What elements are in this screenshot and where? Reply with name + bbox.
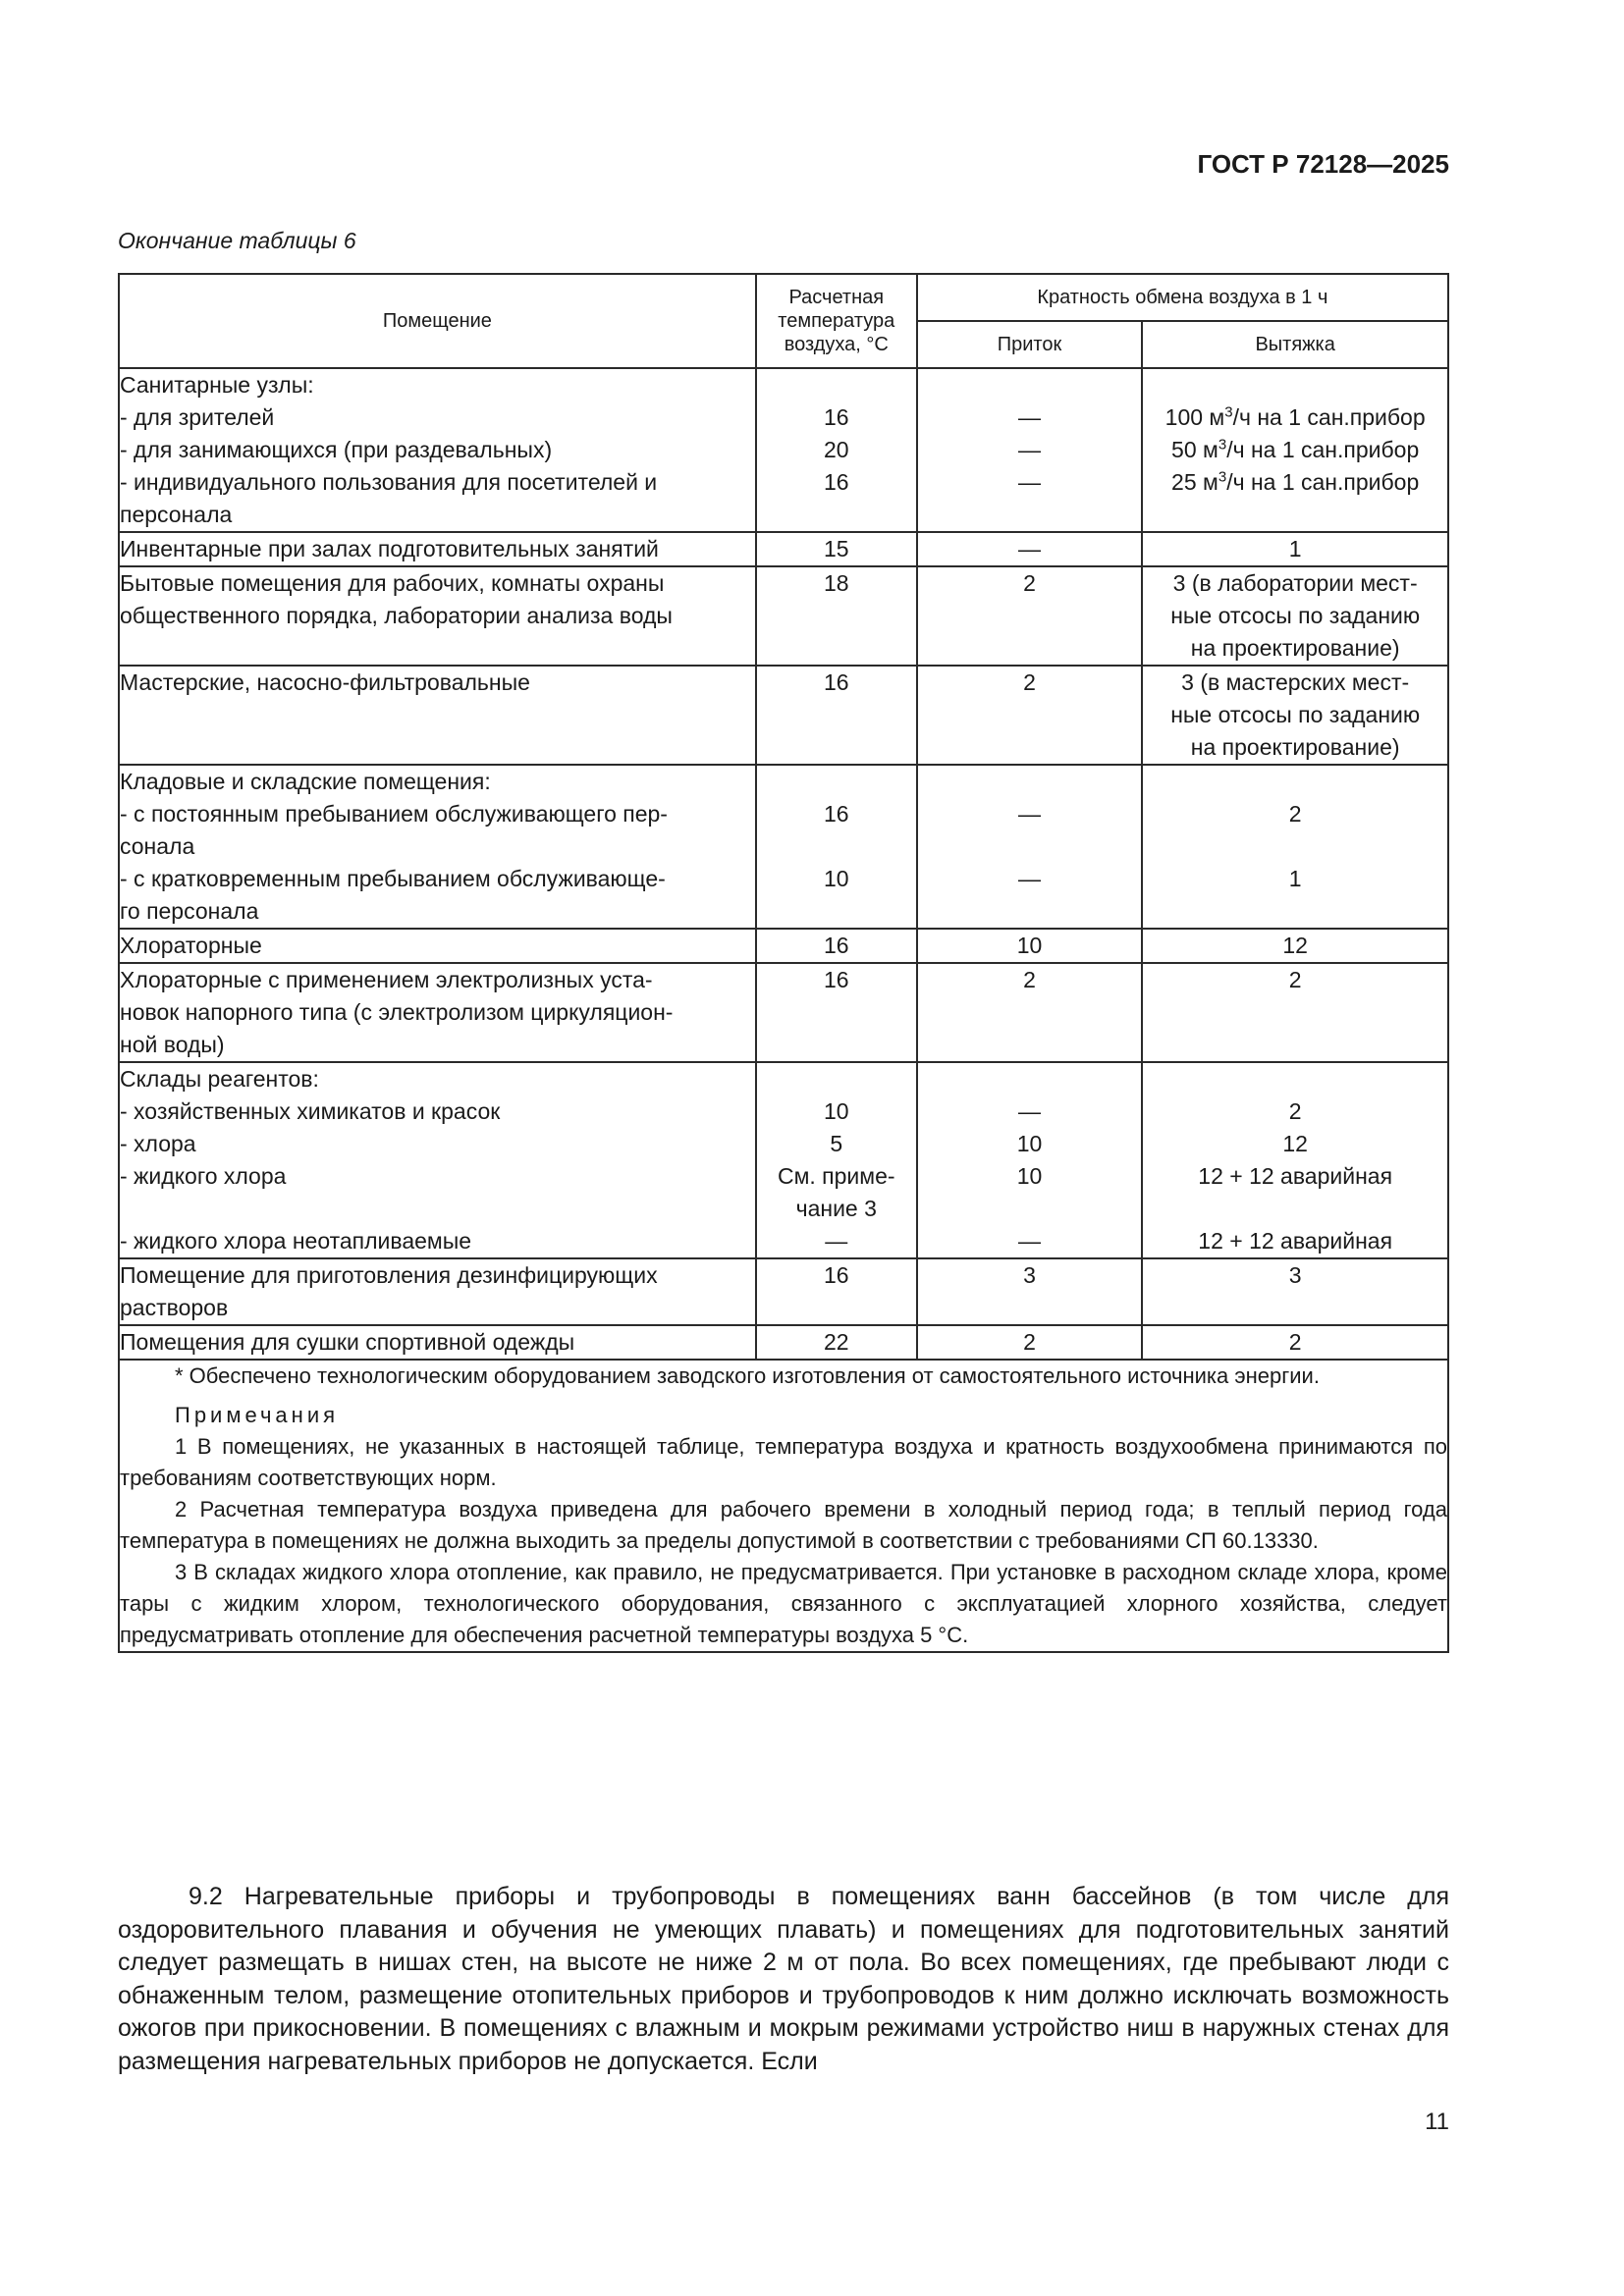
temp-value: чание 3 bbox=[795, 1196, 877, 1221]
supply-value bbox=[918, 1063, 1142, 1095]
cell-room bbox=[119, 368, 756, 532]
unit-superscript: 3 bbox=[1218, 468, 1227, 486]
temp-value: 20 bbox=[823, 437, 849, 462]
exhaust-value bbox=[1143, 731, 1447, 764]
supply-value: 10 bbox=[1016, 933, 1043, 958]
temp-value bbox=[757, 766, 916, 798]
room-line: - жидкого хлора bbox=[120, 1163, 287, 1189]
room-line: Бытовые помещения для рабочих, комнаты охраны bbox=[120, 570, 665, 596]
exhaust-text: 12 bbox=[1282, 933, 1308, 958]
cell-supply bbox=[917, 666, 1143, 765]
exhaust-value bbox=[1143, 798, 1447, 830]
room-line: Кладовые и складские помещения: bbox=[120, 769, 491, 794]
section-9-2-paragraph: 9.2 Нагревательные приборы и трубопроводы в помещениях ванн бассейнов (в том числе для оздоровительного плавания и обучения не умеющих плавать) и помещениях для подготовительных занятий следует размещать в нишах стен, на высоте не ниже 2 м от пола. Во всех помещениях, где пребывают люди с обнаженным телом, размещение отопительных приборов и трубопроводов к ним должно исключать возможность ожогов при прикосновении. В помещениях с влажным и мокрым режимами устройство ниш в наружных стенах для размещения нагревательных приборов не допускается. Если bbox=[118, 1883, 1449, 2075]
room-line bbox=[120, 1193, 755, 1225]
supply-value: 2 bbox=[1023, 967, 1036, 992]
exhaust-value bbox=[1143, 1225, 1447, 1257]
supply-value: 10 bbox=[1016, 1131, 1043, 1156]
notes-title: Примечания bbox=[175, 1403, 340, 1427]
cell-supply bbox=[917, 532, 1143, 566]
exhaust-value bbox=[1143, 533, 1447, 565]
table-row bbox=[119, 963, 1448, 1062]
room-line: Склады реагентов: bbox=[120, 1066, 319, 1092]
temp-value: 16 bbox=[823, 469, 849, 495]
room-line: - жидкого хлора неотапливаемые bbox=[120, 1228, 472, 1254]
room-line: - для занимающихся (при раздевальных) bbox=[120, 437, 553, 462]
cell-exhaust bbox=[1142, 532, 1448, 566]
temp-value: 16 bbox=[823, 801, 849, 827]
header-temperature: Расчетная температура воздуха, °С bbox=[756, 274, 917, 368]
exhaust-value bbox=[1143, 766, 1447, 798]
temp-value: — bbox=[825, 1228, 848, 1254]
temp-value: 10 bbox=[823, 1098, 849, 1124]
table-row bbox=[119, 1062, 1448, 1258]
cell-exhaust bbox=[1142, 566, 1448, 666]
temp-value: 16 bbox=[823, 1262, 849, 1288]
table-row bbox=[119, 368, 1448, 532]
cell-room bbox=[119, 1258, 756, 1325]
cell-room bbox=[119, 765, 756, 929]
temp-value bbox=[757, 830, 916, 863]
cell-exhaust bbox=[1142, 963, 1448, 1062]
temp-value: 10 bbox=[823, 866, 849, 891]
table-caption: Окончание таблицы 6 bbox=[118, 228, 356, 253]
exhaust-value bbox=[1143, 1193, 1447, 1225]
supply-value: — bbox=[1018, 801, 1042, 827]
table-notes bbox=[119, 1360, 1448, 1652]
cell-supply bbox=[917, 1325, 1143, 1360]
room-line: - с кратковременным пребыванием обслуживающе- bbox=[120, 866, 666, 891]
note-1: 1 В помещениях, не указанных в настоящей таблице, температура воздуха и кратность воздухообмена принимаются по требованиям соответствующих норм. bbox=[120, 1434, 1447, 1490]
supply-value: — bbox=[1018, 866, 1042, 891]
exhaust-text: 3 (в мастерских мест- bbox=[1181, 669, 1410, 695]
room-line: общественного порядка, лаборатории анализа воды bbox=[120, 603, 673, 628]
header-supply: Приток bbox=[917, 321, 1143, 368]
table-row bbox=[119, 1258, 1448, 1325]
exhaust-value bbox=[1143, 600, 1447, 632]
cell-exhaust bbox=[1142, 765, 1448, 929]
exhaust-text: 12 + 12 аварийная bbox=[1198, 1228, 1393, 1254]
exhaust-value bbox=[1143, 434, 1447, 466]
exhaust-value bbox=[1143, 863, 1447, 895]
exhaust-text: 1 bbox=[1288, 536, 1302, 561]
temp-value: 15 bbox=[823, 536, 849, 561]
room-line: растворов bbox=[120, 1295, 229, 1320]
note-2: 2 Расчетная температура воздуха приведена для рабочего времени в холодный период года; в теплый период года температура в помещениях не должна выходить за пределы допустимой в соответствии с требованиями СП 60.13330. bbox=[120, 1497, 1447, 1553]
temp-value: 22 bbox=[823, 1329, 849, 1355]
supply-value: 2 bbox=[1023, 1329, 1036, 1355]
supply-value bbox=[918, 830, 1142, 863]
supply-value: — bbox=[1018, 437, 1042, 462]
exhaust-text-suffix: /ч на 1 сан.прибор bbox=[1232, 404, 1426, 430]
cell-exhaust bbox=[1142, 666, 1448, 765]
temp-value: 18 bbox=[823, 570, 849, 596]
room-line: - индивидуального пользования для посетителей и bbox=[120, 469, 658, 495]
temp-value: См. приме- bbox=[777, 1163, 895, 1189]
cell-temperature bbox=[756, 765, 917, 929]
cell-supply bbox=[917, 929, 1143, 963]
ventilation-table bbox=[118, 273, 1449, 1653]
cell-temperature bbox=[756, 1325, 917, 1360]
temp-value bbox=[757, 1063, 916, 1095]
exhaust-value bbox=[1143, 1063, 1447, 1095]
exhaust-value bbox=[1143, 369, 1447, 401]
exhaust-text: на проектирование) bbox=[1190, 635, 1400, 661]
supply-value: 3 bbox=[1023, 1262, 1036, 1288]
cell-supply bbox=[917, 1258, 1143, 1325]
table-row bbox=[119, 566, 1448, 666]
exhaust-text: 1 bbox=[1288, 866, 1302, 891]
table-row bbox=[119, 532, 1448, 566]
exhaust-value bbox=[1143, 964, 1447, 996]
page-number: 11 bbox=[1425, 2109, 1449, 2135]
table-row bbox=[119, 666, 1448, 765]
document-code: ГОСТ Р 72128—2025 bbox=[1197, 149, 1449, 179]
table-row bbox=[119, 929, 1448, 963]
cell-exhaust bbox=[1142, 929, 1448, 963]
room-line: Хлораторные с применением электролизных уста- bbox=[120, 967, 653, 992]
room-line: ной воды) bbox=[120, 1032, 225, 1057]
note-3: 3 В складах жидкого хлора отопление, как правило, не предусматривается. При установке в расходном складе хлора, кроме тары с жидким хлором, технологического оборудования, связанного с эксплуатацией хлорного хозяйства, следует предусматривать отопление для обеспечения расчетной температуры воздуха 5 °С. bbox=[120, 1560, 1447, 1647]
room-line: Санитарные узлы: bbox=[120, 372, 314, 398]
cell-room bbox=[119, 1062, 756, 1258]
room-line: новок напорного типа (с электролизом циркуляцион- bbox=[120, 999, 674, 1025]
room-line: - хлора bbox=[120, 1131, 196, 1156]
cell-temperature bbox=[756, 532, 917, 566]
cell-room bbox=[119, 532, 756, 566]
exhaust-value bbox=[1143, 1128, 1447, 1160]
table-row bbox=[119, 765, 1448, 929]
supply-value: — bbox=[1018, 469, 1042, 495]
exhaust-value bbox=[1143, 930, 1447, 962]
header-room: Помещение bbox=[119, 274, 756, 368]
cell-temperature bbox=[756, 1258, 917, 1325]
cell-supply bbox=[917, 1062, 1143, 1258]
exhaust-text: 50 м bbox=[1171, 437, 1218, 462]
supply-value bbox=[918, 1193, 1142, 1225]
room-line: го персонала bbox=[120, 898, 259, 924]
exhaust-value bbox=[1143, 466, 1447, 499]
cell-exhaust bbox=[1142, 1062, 1448, 1258]
exhaust-text-suffix: /ч на 1 сан.прибор bbox=[1226, 469, 1420, 495]
cell-supply bbox=[917, 765, 1143, 929]
exhaust-text: ные отсосы по заданию bbox=[1170, 702, 1421, 727]
exhaust-value bbox=[1143, 699, 1447, 731]
header-air-exchange: Кратность обмена воздуха в 1 ч bbox=[917, 274, 1448, 321]
cell-supply bbox=[917, 963, 1143, 1062]
exhaust-text: 2 bbox=[1288, 1098, 1302, 1124]
exhaust-value bbox=[1143, 567, 1447, 600]
exhaust-text: 100 м bbox=[1164, 404, 1225, 430]
header-exhaust: Вытяжка bbox=[1142, 321, 1448, 368]
unit-superscript: 3 bbox=[1218, 436, 1227, 454]
room-line: персонала bbox=[120, 502, 233, 527]
cell-supply bbox=[917, 566, 1143, 666]
exhaust-text: 3 (в лаборатории мест- bbox=[1172, 570, 1418, 596]
cell-room bbox=[119, 566, 756, 666]
exhaust-text: 12 bbox=[1282, 1131, 1308, 1156]
footnote: * Обеспечено технологическим оборудованием заводского изготовления от самостоятельного источника энергии. bbox=[175, 1363, 1320, 1388]
supply-value bbox=[918, 369, 1142, 401]
room-line: сонала bbox=[120, 833, 195, 859]
exhaust-value bbox=[1143, 401, 1447, 434]
room-line: Инвентарные при залах подготовительных занятий bbox=[120, 536, 659, 561]
supply-value: 10 bbox=[1016, 1163, 1043, 1189]
cell-temperature bbox=[756, 566, 917, 666]
unit-superscript: 3 bbox=[1224, 403, 1233, 421]
supply-value: — bbox=[1018, 404, 1042, 430]
exhaust-value bbox=[1143, 1095, 1447, 1128]
table-row bbox=[119, 1325, 1448, 1360]
room-line: Мастерские, насосно-фильтровальные bbox=[120, 669, 530, 695]
exhaust-text: ные отсосы по заданию bbox=[1170, 603, 1421, 628]
exhaust-text: 2 bbox=[1288, 1329, 1302, 1355]
supply-value: 2 bbox=[1023, 570, 1036, 596]
room-line: Хлораторные bbox=[120, 933, 262, 958]
temp-value: 16 bbox=[823, 669, 849, 695]
cell-temperature bbox=[756, 368, 917, 532]
room-line: Помещение для приготовления дезинфицирующих bbox=[120, 1262, 658, 1288]
cell-exhaust bbox=[1142, 368, 1448, 532]
cell-room bbox=[119, 963, 756, 1062]
room-line: - хозяйственных химикатов и красок bbox=[120, 1098, 501, 1124]
temp-value: 16 bbox=[823, 404, 849, 430]
temp-value: 5 bbox=[830, 1131, 843, 1156]
exhaust-text: 3 bbox=[1288, 1262, 1302, 1288]
exhaust-text: 2 bbox=[1288, 967, 1302, 992]
room-line: Помещения для сушки спортивной одежды bbox=[120, 1329, 575, 1355]
supply-value: — bbox=[1018, 1098, 1042, 1124]
cell-exhaust bbox=[1142, 1258, 1448, 1325]
room-line: - с постоянным пребыванием обслуживающего пер- bbox=[120, 801, 668, 827]
supply-value: — bbox=[1018, 1228, 1042, 1254]
exhaust-value bbox=[1143, 830, 1447, 863]
temp-value: 16 bbox=[823, 933, 849, 958]
temp-value: 16 bbox=[823, 967, 849, 992]
supply-value: — bbox=[1018, 536, 1042, 561]
exhaust-value bbox=[1143, 1160, 1447, 1193]
exhaust-text: 12 + 12 аварийная bbox=[1198, 1163, 1393, 1189]
exhaust-value bbox=[1143, 1326, 1447, 1359]
cell-room bbox=[119, 666, 756, 765]
cell-temperature bbox=[756, 929, 917, 963]
exhaust-value bbox=[1143, 632, 1447, 665]
cell-exhaust bbox=[1142, 1325, 1448, 1360]
exhaust-value bbox=[1143, 1259, 1447, 1292]
supply-value: 2 bbox=[1023, 669, 1036, 695]
exhaust-value bbox=[1143, 667, 1447, 699]
exhaust-text: 25 м bbox=[1171, 469, 1218, 495]
cell-temperature bbox=[756, 963, 917, 1062]
temp-value bbox=[757, 369, 916, 401]
exhaust-text: 2 bbox=[1288, 801, 1302, 827]
exhaust-text: на проектирование) bbox=[1190, 734, 1400, 760]
cell-room bbox=[119, 929, 756, 963]
supply-value bbox=[918, 766, 1142, 798]
cell-supply bbox=[917, 368, 1143, 532]
cell-room bbox=[119, 1325, 756, 1360]
exhaust-text-suffix: /ч на 1 сан.прибор bbox=[1226, 437, 1420, 462]
room-line: - для зрителей bbox=[120, 404, 275, 430]
cell-temperature bbox=[756, 1062, 917, 1258]
cell-temperature bbox=[756, 666, 917, 765]
